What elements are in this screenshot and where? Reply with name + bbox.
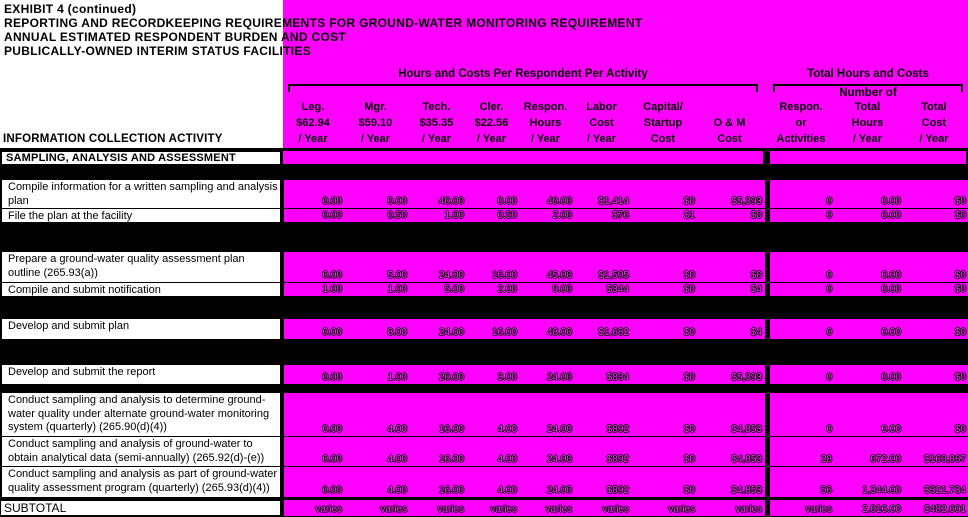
activity-label: Compile and submit notification xyxy=(2,283,280,296)
info-collection-activity-label: INFORMATION COLLECTION ACTIVITY xyxy=(3,133,223,145)
cell-total-hours: 0.00 xyxy=(834,283,904,296)
cell-cler: 16.00 xyxy=(466,252,520,282)
cell-num-respon: 0 xyxy=(770,319,835,339)
cell-total-cost: $0 xyxy=(903,319,968,339)
title-line-2: REPORTING AND RECORDKEEPING REQUIREMENTS FOR GROUND-WATER MONITORING REQUIREMENT xyxy=(4,16,643,30)
cell-respon-hours: 45.00 xyxy=(519,252,575,282)
cell-labor-cost: $834 xyxy=(574,365,632,384)
cell-cler: varies xyxy=(466,500,520,516)
cell-num-respon: 28 xyxy=(770,437,835,466)
cell-num-respon: varies xyxy=(770,500,835,516)
subtotal-label: SUBTOTAL xyxy=(0,500,281,516)
cell-leg: 0.00 xyxy=(284,252,345,282)
cell-om-cost: varies xyxy=(697,500,765,516)
cell-labor-cost: $1,505 xyxy=(574,252,632,282)
cell-tech: 16.00 xyxy=(409,437,467,466)
cell-respon-hours: 24.00 xyxy=(519,393,575,436)
cell-leg: 0.00 xyxy=(284,393,345,436)
section-highlight-left xyxy=(283,151,763,164)
cell-num-respon: 0 xyxy=(770,365,835,384)
subtotal-row xyxy=(0,500,968,516)
cell-tech: 16.00 xyxy=(409,467,467,497)
cell-labor-cost: $892 xyxy=(574,437,632,466)
cell-labor-cost: $1,414 xyxy=(574,180,632,208)
cell-tech: 40.00 xyxy=(409,180,467,208)
cell-cler: 2.00 xyxy=(466,283,520,296)
cell-total-hours: 0.00 xyxy=(834,252,904,282)
cell-mgr: 4.00 xyxy=(344,467,410,497)
cell-leg: 0.00 xyxy=(284,437,345,466)
col-header-mgr: Mgr. $59.10 / Year xyxy=(358,101,393,145)
cell-tech: varies xyxy=(409,500,467,516)
activity-label: Conduct sampling and analysis of ground-water to obtain analytical data (semi-annually) (265.92(d)-(e)) xyxy=(2,437,280,466)
cell-tech: 20.00 xyxy=(409,365,467,384)
activity-label: Conduct sampling and analysis to determine ground-water quality under alternate ground-water monitoring system (quarterly) (265.90(d)(4)) xyxy=(2,393,280,436)
cell-respon-hours: varies xyxy=(519,500,575,516)
cell-mgr: 4.00 xyxy=(344,437,410,466)
col-header-respon-activities: Respon. or Activities xyxy=(776,101,826,145)
cell-total-cost: $0 xyxy=(903,252,968,282)
cell-om-cost: $4,853 xyxy=(697,437,765,466)
title-line-4: PUBLICALLY-OWNED INTERIM STATUS FACILITIES xyxy=(4,44,312,58)
table-row xyxy=(0,365,968,384)
cell-cler: 0.50 xyxy=(466,209,520,222)
cell-respon-hours: 48.00 xyxy=(519,319,575,339)
cell-num-respon: 0 xyxy=(770,283,835,296)
cell-leg: 0.00 xyxy=(284,209,345,222)
cell-om-cost: $4,853 xyxy=(697,467,765,497)
cell-tech: 16.00 xyxy=(409,393,467,436)
cell-capital-cost: $0 xyxy=(631,180,698,208)
col-header-total-hours: Total Hours / Year xyxy=(851,101,884,145)
cell-capital-cost: $0 xyxy=(631,393,698,436)
cell-leg: 0.00 xyxy=(284,467,345,497)
cell-num-respon: 0 xyxy=(770,393,835,436)
activity-label: Compile information for a written sampling and analysis plan xyxy=(2,180,280,208)
title-block xyxy=(4,2,684,58)
number-of-subtitle: Number of xyxy=(839,87,897,99)
cell-leg: 1.00 xyxy=(284,283,345,296)
table-row xyxy=(0,180,968,208)
cell-total-cost: $0 xyxy=(903,209,968,222)
col-header-labor-cost: Labor Cost / Year xyxy=(586,101,617,145)
cell-leg: 0.00 xyxy=(284,365,345,384)
cell-total-cost: $321,734 xyxy=(903,467,968,497)
cell-total-cost: $0 xyxy=(903,365,968,384)
cell-capital-cost: $1 xyxy=(631,209,698,222)
cell-num-respon: 0 xyxy=(770,180,835,208)
cell-total-hours: 0.00 xyxy=(834,393,904,436)
cell-respon-hours: 24.00 xyxy=(519,467,575,497)
cell-om-cost: $4 xyxy=(697,283,765,296)
cell-mgr: 4.00 xyxy=(344,393,410,436)
cell-labor-cost: $344 xyxy=(574,283,632,296)
left-group-title: Hours and Costs Per Respondent Per Activity xyxy=(398,68,648,80)
cell-total-hours: 1,344.00 xyxy=(834,467,904,497)
cell-num-respon: 0 xyxy=(770,252,835,282)
cell-mgr: 8.00 xyxy=(344,319,410,339)
section-highlight-right xyxy=(770,151,966,164)
cell-tech: 1.00 xyxy=(409,209,467,222)
cell-respon-hours: 24.00 xyxy=(519,437,575,466)
title-line-3: ANNUAL ESTIMATED RESPONDENT BURDEN AND COST xyxy=(4,30,347,44)
table-row xyxy=(0,393,968,436)
cell-capital-cost: varies xyxy=(631,500,698,516)
cell-capital-cost: $0 xyxy=(631,365,698,384)
cell-tech: 24.00 xyxy=(409,252,467,282)
activity-label: Prepare a ground-water quality assessment plan outline (265.93(a)) xyxy=(2,252,280,282)
col-header-total-cost: Total Cost / Year xyxy=(919,101,949,145)
cell-leg: varies xyxy=(284,500,345,516)
activity-label: Conduct sampling and analysis as part of ground-water quality assessment program (quarterly) (265.93(d)(4)) xyxy=(2,467,280,497)
cell-total-cost: $0 xyxy=(903,180,968,208)
cell-labor-cost: $892 xyxy=(574,393,632,436)
right-group-title: Total Hours and Costs xyxy=(807,68,929,80)
cell-num-respon: 56 xyxy=(770,467,835,497)
table-row xyxy=(0,283,968,296)
cell-cler: 3.00 xyxy=(466,365,520,384)
cell-num-respon: 0 xyxy=(770,209,835,222)
cell-cler: 16.00 xyxy=(466,319,520,339)
activity-label: File the plan at the facility xyxy=(2,209,280,222)
cell-total-hours: 0.00 xyxy=(834,365,904,384)
col-header-om-cost: O & M Cost xyxy=(713,117,746,145)
section-row xyxy=(0,150,968,166)
cell-mgr: 1.00 xyxy=(344,283,410,296)
table-row xyxy=(0,467,968,497)
cell-mgr: 0.50 xyxy=(344,209,410,222)
exhibit-title: EXHIBIT 4 (continued) xyxy=(4,2,137,16)
cell-labor-cost: $1,682 xyxy=(574,319,632,339)
cell-capital-cost: $0 xyxy=(631,467,698,497)
col-header-cler: Cler. $22.56 / Year xyxy=(474,101,509,145)
cell-total-hours: 0.00 xyxy=(834,209,904,222)
activity-label: Develop and submit the report xyxy=(2,365,280,384)
cell-om-cost: $5,393 xyxy=(697,365,765,384)
cell-cler: 0.00 xyxy=(466,180,520,208)
activity-label: Develop and submit plan xyxy=(2,319,280,339)
table-row xyxy=(0,437,968,466)
cell-om-cost: $4,853 xyxy=(697,393,765,436)
col-header-capital-startup: Capital/ Startup Cost xyxy=(643,101,683,145)
cell-total-cost: $0 xyxy=(903,283,968,296)
col-header-tech: Tech. $35.35 / Year xyxy=(419,101,454,145)
cell-total-hours: 0.00 xyxy=(834,180,904,208)
cell-tech: 5.00 xyxy=(409,283,467,296)
cell-mgr: 0.00 xyxy=(344,180,410,208)
cell-total-cost: $160,867 xyxy=(903,437,968,466)
col-header-respon-hours: Respon. Hours / Year xyxy=(523,101,568,145)
cell-total-hours: 0.00 xyxy=(834,319,904,339)
cell-om-cost: $4 xyxy=(697,319,765,339)
cell-leg: 0.00 xyxy=(284,319,345,339)
cell-respon-hours: 24.00 xyxy=(519,365,575,384)
cell-leg: 0.00 xyxy=(284,180,345,208)
cell-capital-cost: $0 xyxy=(631,252,698,282)
cell-om-cost: $0 xyxy=(697,209,765,222)
cell-cler: 4.00 xyxy=(466,437,520,466)
cell-capital-cost: $0 xyxy=(631,319,698,339)
cell-labor-cost: $76 xyxy=(574,209,632,222)
table-row xyxy=(0,319,968,339)
cell-total-cost: $482,601 xyxy=(903,500,968,516)
cell-capital-cost: $0 xyxy=(631,437,698,466)
cell-total-cost: $0 xyxy=(903,393,968,436)
cell-cler: 4.00 xyxy=(466,393,520,436)
cell-respon-hours: 9.00 xyxy=(519,283,575,296)
table-row xyxy=(0,252,968,282)
col-header-leg: Leg. $62.94 / Year xyxy=(296,101,330,145)
cell-cler: 4.00 xyxy=(466,467,520,497)
table-row xyxy=(0,209,968,222)
cell-om-cost: $0 xyxy=(697,252,765,282)
cell-mgr: 5.00 xyxy=(344,252,410,282)
cell-mgr: 1.00 xyxy=(344,365,410,384)
section-title: SAMPLING, ANALYSIS AND ASSESSMENT xyxy=(0,150,282,166)
left-group-bracket xyxy=(288,84,758,92)
cell-respon-hours: 40.00 xyxy=(519,180,575,208)
cell-labor-cost: varies xyxy=(574,500,632,516)
cell-capital-cost: $0 xyxy=(631,283,698,296)
cell-labor-cost: $892 xyxy=(574,467,632,497)
cell-om-cost: $5,393 xyxy=(697,180,765,208)
cell-total-hours: 2,016.00 xyxy=(834,500,904,516)
cell-mgr: varies xyxy=(344,500,410,516)
cell-tech: 24.00 xyxy=(409,319,467,339)
cell-respon-hours: 2.00 xyxy=(519,209,575,222)
cell-total-hours: 672.00 xyxy=(834,437,904,466)
